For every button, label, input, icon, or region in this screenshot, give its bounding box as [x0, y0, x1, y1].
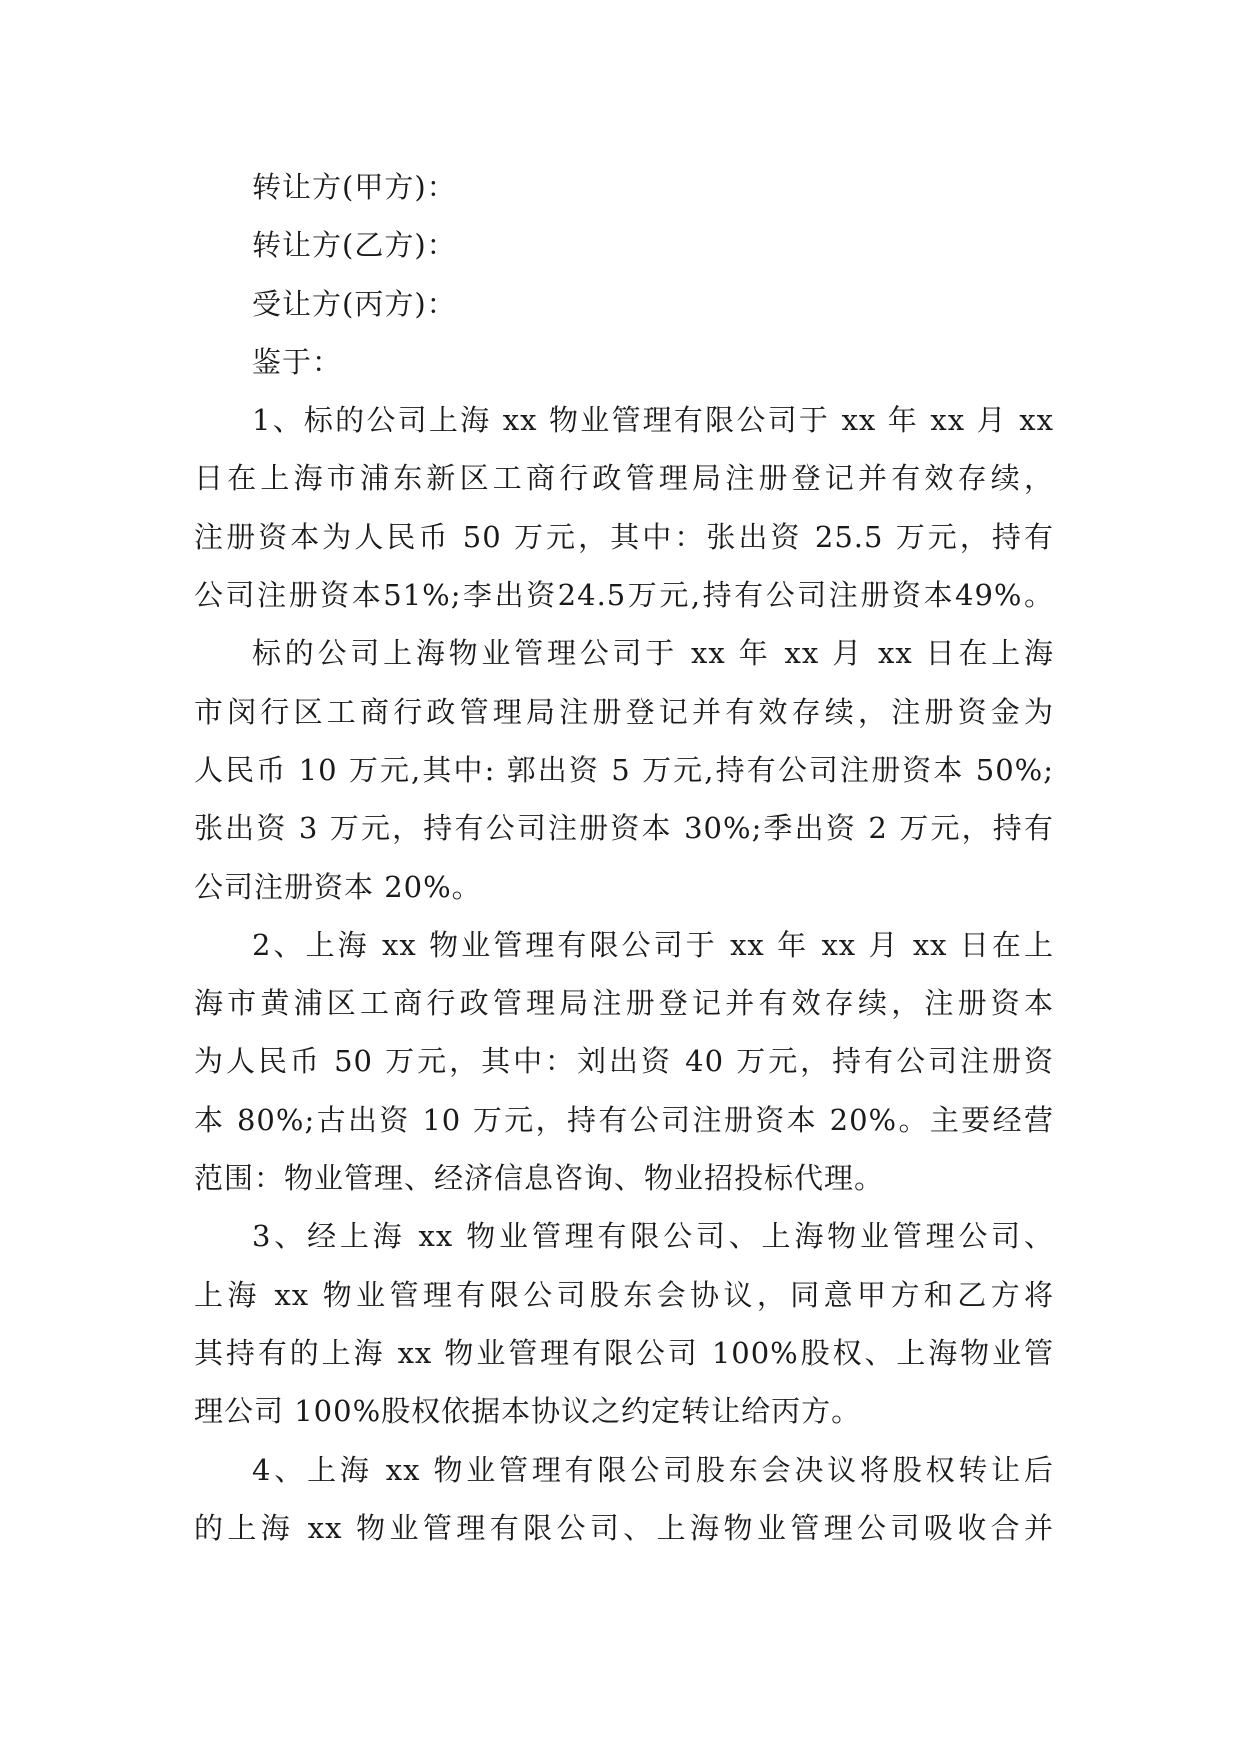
- clause-1-line-1: 1、标的公司上海 xx 物业管理有限公司于 xx 年 xx 月 xx: [252, 403, 1054, 438]
- clause-2-line-2: 海市黄浦区工商行政管理局注册登记并有效存续，注册资本: [194, 986, 1054, 1021]
- clause-1b-line-3: 人民币 10 万元,其中: 郭出资 5 万元,持有公司注册资本 50%;: [194, 752, 1054, 787]
- document-body: [194, 158, 1054, 1557]
- clause-4-line-1: 4、上海 xx 物业管理有限公司股东会决议将股权转让后: [252, 1452, 1054, 1487]
- clause-3-line-3: 其持有的上海 xx 物业管理有限公司 100%股权、上海物业管: [194, 1335, 1054, 1370]
- clause-3-line-1: 3、经上海 xx 物业管理有限公司、上海物业管理公司、: [252, 1219, 1054, 1254]
- clause-1-line-2: 日在上海市浦东新区工商行政管理局注册登记并有效存续，: [194, 461, 1054, 496]
- clause-2-line-5: 范围：物业管理、经济信息咨询、物业招投标代理。: [194, 1161, 885, 1196]
- party-b-line: 转让方(乙方)：: [252, 228, 457, 263]
- clause-1-line-3: 注册资本为人民币 50 万元，其中：张出资 25.5 万元，持有: [194, 519, 1054, 554]
- party-c-line: 受让方(丙方)：: [252, 286, 457, 321]
- clause-1-line-4: 公司注册资本51%;李出资24.5万元,持有公司注册资本49%。: [194, 578, 1054, 613]
- party-a-line: 转让方(甲方)：: [252, 170, 457, 204]
- clause-2-line-4: 本 80%;古出资 10 万元，持有公司注册资本 20%。主要经营: [194, 1102, 1054, 1137]
- clause-4-line-2: 的上海 xx 物业管理有限公司、上海物业管理公司吸收合并: [194, 1510, 1054, 1545]
- clause-1b-line-2: 市闵行区工商行政管理局注册登记并有效存续，注册资金为: [194, 694, 1054, 729]
- clause-2-line-1: 2、上海 xx 物业管理有限公司于 xx 年 xx 月 xx 日在上: [252, 927, 1054, 962]
- clause-1b-line-4: 张出资 3 万元，持有公司注册资本 30%;季出资 2 万元，持有: [194, 811, 1054, 846]
- clause-1b-line-1: 标的公司上海物业管理公司于 xx 年 xx 月 xx 日在上海: [252, 636, 1054, 671]
- clause-3-line-4: 理公司 100%股权依据本协议之约定转让给丙方。: [194, 1394, 862, 1429]
- clause-1b-line-5: 公司注册资本 20%。: [194, 869, 482, 904]
- whereas-heading: 鉴于：: [252, 344, 343, 379]
- clause-2-line-3: 为人民币 50 万元，其中：刘出资 40 万元，持有公司注册资: [194, 1044, 1054, 1079]
- clause-3-line-2: 上海 xx 物业管理有限公司股东会协议，同意甲方和乙方将: [194, 1277, 1054, 1312]
